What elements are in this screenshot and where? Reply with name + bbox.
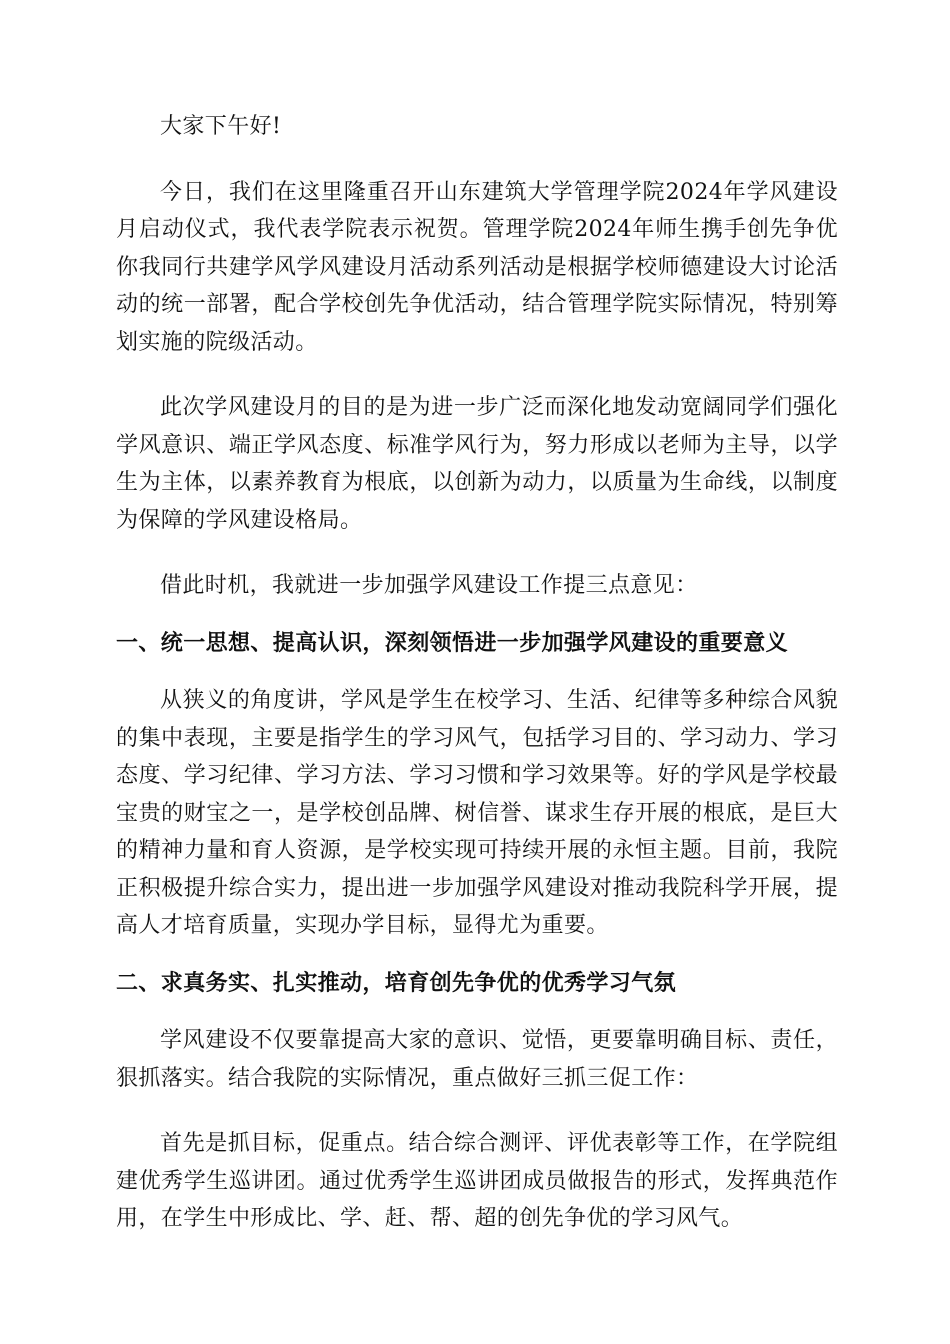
section-heading-2: 二、求真务实、扎实推动，培育创先争优的优秀学习气氛: [116, 969, 677, 996]
section2-paragraph-1: 学风建设不仅要靠提高大家的意识、觉悟，更要靠明确目标、责任，狠抓落实。结合我院的实际情况，重点做好三抓三促工作：: [116, 1028, 838, 1091]
paragraph-purpose: 此次学风建设月的目的是为进一步广泛而深化地发动宽阔同学们强化学风意识、端正学风态度、标准学风行为，努力形成以老师为主导，以学生为主体，以素养教育为根底，以创新为动力，以质量为生命线，以制度为保障的学风建设格局。: [116, 395, 838, 533]
section2-paragraph-2: 首先是抓目标，促重点。结合综合测评、评优表彰等工作，在学院组建优秀学生巡讲团。通过优秀学生巡讲团成员做报告的形式，发挥典范作用，在学生中形成比、学、赶、帮、超的创先争优的学习风气。: [116, 1131, 838, 1231]
section-heading-1: 一、统一思想、提高认识，深刻领悟进一步加强学风建设的重要意义: [116, 629, 789, 656]
greeting: 大家下午好!: [160, 114, 282, 139]
document-body: [116, 108, 838, 1238]
section1-paragraph: 从狭义的角度讲，学风是学生在校学习、生活、纪律等多种综合风貌的集中表现，主要是指学生的学习风气，包括学习目的、学习动力、学习态度、学习纪律、学习方法、学习习惯和学习效果等。好的学风是学校最宝贵的财宝之一，是学校创品牌、树信誉、谋求生存开展的根底，是巨大的精神力量和育人资源，是学校实现可持续开展的永恒主题。目前，我院正积极提升综合实力，提出进一步加强学风建设对推动我院科学开展，提高人才培育质量，实现办学目标，显得尤为重要。: [116, 688, 838, 938]
paragraph-opening: 今日，我们在这里隆重召开山东建筑大学管理学院2024年学风建设月启动仪式，我代表学院表示祝贺。管理学院2024年师生携手创先争优你我同行共建学风学风建设月活动系列活动是根据学校师德建设大讨论活动的统一部署，配合学校创先争优活动，结合管理学院实际情况，特别筹划实施的院级活动。: [116, 179, 838, 355]
paragraph-transition: 借此时机，我就进一步加强学风建设工作提三点意见：: [160, 573, 698, 598]
